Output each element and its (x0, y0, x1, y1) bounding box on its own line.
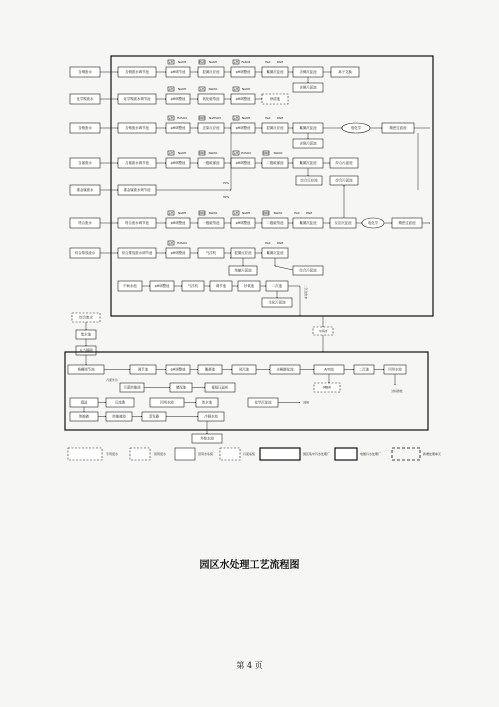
svg-text:混凝反应池: 混凝反应池 (202, 70, 220, 74)
svg-text:pH: pH (169, 211, 173, 215)
svg-text:污泥外运: 污泥外运 (106, 378, 118, 382)
svg-text:NaOH: NaOH (241, 116, 251, 120)
svg-text:NaClO: NaClO (208, 151, 218, 155)
svg-text:絮凝沉淀池: 絮凝沉淀池 (299, 126, 317, 130)
svg-text:浓缩污泥池: 浓缩污泥池 (234, 268, 252, 273)
svg-text:30%: 30% (222, 195, 230, 199)
svg-text:pH: pH (234, 87, 238, 91)
svg-text:含铬废水调节池: 含铬废水调节池 (125, 126, 149, 130)
legend (68, 448, 441, 460)
svg-text:反渗透: 反渗透 (114, 400, 126, 405)
svg-text:絮凝池: 絮凝池 (204, 367, 216, 372)
svg-text:氧化破络池: 氧化破络池 (202, 97, 220, 101)
svg-text:pH调整池: pH调整池 (235, 161, 251, 165)
svg-text:化学镍废水调节池: 化学镍废水调节池 (123, 97, 151, 101)
svg-text:板框压滤机: 板框压滤机 (211, 385, 229, 390)
svg-text:混凝反应池: 混凝反应池 (266, 126, 284, 130)
svg-text:pH: pH (169, 87, 173, 91)
svg-text:PAM: PAM (277, 116, 283, 120)
svg-text:pH调整池: pH调整池 (170, 221, 186, 225)
svg-text:pH调整池: pH调整池 (154, 284, 170, 288)
svg-text:pH: pH (169, 151, 173, 155)
svg-text:pH调整池: pH调整池 (170, 97, 186, 101)
svg-text:NaClO: NaClO (273, 151, 283, 155)
svg-text:综合排放废水调节池: 综合排放废水调节池 (121, 251, 153, 255)
svg-text:综合污泥池: 综合污泥池 (299, 268, 317, 273)
source-label: 综合排放废水 (74, 251, 96, 255)
svg-text:回用废水: 回用废水 (154, 452, 167, 456)
svg-text:调节池: 调节池 (215, 284, 227, 288)
svg-text:70%: 70% (222, 181, 230, 185)
svg-text:初沉池: 初沉池 (238, 367, 250, 372)
svg-text:pH调整池: pH调整池 (235, 70, 251, 74)
svg-text:ORP: ORP (199, 116, 205, 120)
svg-text:NaOH: NaOH (241, 211, 251, 215)
svg-text:浓缩液池: 浓缩液池 (112, 414, 126, 419)
svg-text:NaHSO3: NaHSO3 (209, 116, 221, 120)
svg-text:水力筛网: 水力筛网 (79, 348, 93, 353)
svg-text:好氧池: 好氧池 (243, 284, 255, 288)
svg-text:络合废水调节池: 络合废水调节池 (125, 221, 149, 225)
svg-text:ORP: ORP (199, 211, 205, 215)
svg-text:pH调整池: pH调整池 (235, 221, 251, 225)
svg-text:PAM: PAM (277, 60, 283, 64)
svg-text:二沉池: 二沉池 (271, 284, 283, 288)
svg-text:NaOH: NaOH (177, 87, 187, 91)
svg-text:H2SO4: H2SO4 (177, 116, 187, 120)
svg-text:污泥系统: 污泥系统 (243, 452, 256, 456)
svg-text:一级破络池: 一级破络池 (202, 221, 220, 225)
page-number: 第 4 页 (236, 661, 263, 670)
svg-text:回用: 回用 (303, 400, 309, 405)
svg-text:PAM: PAM (277, 241, 283, 245)
svg-text:重金属废水调节池: 重金属废水调节池 (123, 188, 151, 192)
svg-text:絮凝沉淀池: 絮凝沉淀池 (299, 161, 317, 165)
svg-text:调节池: 调节池 (137, 367, 149, 372)
svg-text:新增处理单元: 新增处理单元 (423, 452, 442, 456)
svg-text:pH: pH (169, 241, 173, 245)
svg-text:pH: pH (234, 60, 238, 64)
svg-text:NaOH: NaOH (241, 87, 251, 91)
svg-text:NaClO: NaClO (208, 211, 218, 215)
svg-text:PAC: PAC (265, 116, 271, 120)
svg-text:生化污泥池: 生化污泥池 (268, 300, 286, 305)
svg-text:pH调整池: pH调整池 (170, 161, 186, 165)
svg-text:综合废水: 综合废水 (79, 315, 93, 320)
svg-text:浓水池: 浓水池 (201, 400, 213, 405)
svg-text:含铜污泥池: 含铜污泥池 (299, 85, 317, 90)
svg-text:二沉池出水: 二沉池出水 (304, 285, 308, 299)
svg-text:NaOH: NaOH (177, 211, 187, 215)
svg-text:pH: pH (200, 87, 204, 91)
row-intermediate (118, 258, 308, 316)
svg-text:气浮机: 气浮机 (205, 251, 217, 255)
row-discharge (118, 241, 323, 275)
svg-text:NaOH: NaOH (208, 60, 218, 64)
svg-text:化学沉淀池: 化学沉淀池 (254, 400, 272, 405)
svg-text:集水池: 集水池 (80, 332, 92, 337)
svg-text:pH: pH (234, 116, 238, 120)
svg-text:H2SO4: H2SO4 (241, 151, 251, 155)
svg-text:电化学: 电化学 (367, 221, 379, 225)
figure-title: 园区水处理工艺流程图 (199, 560, 300, 571)
source-label: 含铜废水 (78, 70, 92, 74)
svg-text:A/O池: A/O池 (324, 367, 334, 372)
svg-text:离子交换: 离子交换 (338, 70, 352, 74)
row-chromium (118, 116, 414, 148)
svg-text:ORP: ORP (263, 151, 269, 155)
svg-text:综合污泥池: 综合污泥池 (335, 178, 353, 183)
svg-text:回用水池: 回用水池 (388, 367, 402, 372)
svg-text:PAC: PAC (294, 211, 300, 215)
source-column (70, 67, 100, 258)
svg-text:NaOH: NaOH (177, 151, 187, 155)
svg-text:含铬污泥池: 含铬污泥池 (299, 141, 317, 146)
svg-text:絮凝沉淀池: 絮凝沉淀池 (299, 221, 317, 225)
source-label: 络合废水 (78, 221, 92, 225)
row-cyanide (118, 151, 358, 185)
svg-text:综合污泥池: 综合污泥池 (335, 161, 353, 165)
svg-text:NaClO: NaClO (273, 211, 283, 215)
svg-text:pH调整池: pH调整池 (170, 367, 186, 372)
svg-text:pH: pH (234, 211, 238, 215)
svg-text:综合反应池: 综合反应池 (300, 178, 318, 183)
svg-text:蒸发器: 蒸发器 (148, 414, 160, 419)
svg-text:PAC: PAC (265, 60, 271, 64)
svg-text:含铜沉淀池: 含铜沉淀池 (299, 70, 317, 74)
svg-text:中间池: 中间池 (318, 329, 328, 333)
svg-text:精密过滤池: 精密过滤池 (398, 221, 416, 225)
svg-text:格栅调节池: 格栅调节池 (77, 367, 95, 372)
svg-text:砂滤池: 砂滤池 (269, 97, 281, 101)
svg-text:气浮机: 气浮机 (187, 284, 199, 288)
svg-text:冷凝水池: 冷凝水池 (204, 414, 218, 419)
svg-text:pH: pH (234, 151, 238, 155)
svg-text:园区集中污水处理厂: 园区集中污水处理厂 (303, 452, 331, 456)
svg-text:外排水池: 外排水池 (200, 436, 214, 441)
svg-text:pH: pH (169, 116, 173, 120)
svg-text:反应沉淀池: 反应沉淀池 (334, 221, 352, 225)
svg-text:pH调整池: pH调整池 (235, 97, 251, 101)
svg-text:絮凝沉淀池: 絮凝沉淀池 (266, 70, 284, 74)
svg-text:FeSO4: FeSO4 (241, 60, 251, 64)
svg-text:pH调整池: pH调整池 (170, 251, 186, 255)
svg-text:二沉池: 二沉池 (358, 367, 370, 372)
svg-text:水解酸化池: 水解酸化池 (276, 367, 294, 372)
svg-text:还原反应池: 还原反应池 (202, 126, 220, 130)
svg-text:含铜废水调节池: 含铜废水调节池 (125, 70, 149, 74)
svg-text:pH调整池: pH调整池 (170, 126, 186, 130)
svg-text:PAC: PAC (199, 60, 205, 64)
svg-text:回用水池: 回用水池 (160, 400, 174, 405)
svg-text:污泥浓缩池: 污泥浓缩池 (123, 385, 141, 390)
row-complex (118, 176, 422, 228)
svg-text:超滤: 超滤 (80, 400, 88, 405)
source-label: 含氰废水 (78, 161, 92, 165)
svg-text:pH调整池: pH调整池 (235, 126, 251, 130)
svg-text:PAM: PAM (306, 211, 312, 215)
svg-text:二级破氰池: 二级破氰池 (266, 161, 284, 165)
svg-text:ORP: ORP (199, 151, 205, 155)
svg-text:pH调节池: pH调节池 (170, 70, 186, 74)
svg-text:ORP: ORP (263, 211, 269, 215)
svg-text:精密过滤池: 精密过滤池 (389, 126, 407, 130)
svg-text:H2SO4: H2SO4 (177, 241, 187, 245)
lower-process (68, 365, 406, 421)
svg-text:回用水系统: 回用水系统 (198, 452, 214, 456)
svg-text:含氰废水调节池: 含氰废水调节池 (125, 161, 149, 165)
svg-text:浓缩液: 浓缩液 (78, 414, 90, 419)
svg-text:絮凝沉淀池: 絮凝沉淀池 (266, 251, 284, 255)
svg-text:中间水池: 中间水池 (123, 284, 137, 288)
row-nickel (118, 87, 288, 104)
svg-text:混凝反应池: 混凝反应池 (234, 251, 252, 255)
svg-text:NaOH: NaOH (177, 60, 187, 64)
source-label: 化学镍废水 (76, 97, 94, 101)
svg-text:达标排放: 达标排放 (391, 389, 403, 393)
source-label: 含铬废水 (78, 126, 92, 130)
svg-text:电镀污水处理厂: 电镀污水处理厂 (360, 452, 382, 456)
svg-text:pH: pH (169, 60, 173, 64)
svg-text:二级破络池: 二级破络池 (266, 221, 284, 225)
svg-text:专用废水: 专用废水 (106, 452, 119, 456)
svg-text:MBR: MBR (323, 385, 331, 390)
svg-text:储泥池: 储泥池 (175, 385, 187, 390)
source-label: 重金属废水 (76, 188, 94, 192)
svg-text:一级破氰池: 一级破氰池 (202, 161, 220, 165)
svg-text:PAC: PAC (265, 241, 271, 245)
svg-text:电化学: 电化学 (350, 126, 362, 130)
svg-text:NaClO: NaClO (208, 87, 218, 91)
